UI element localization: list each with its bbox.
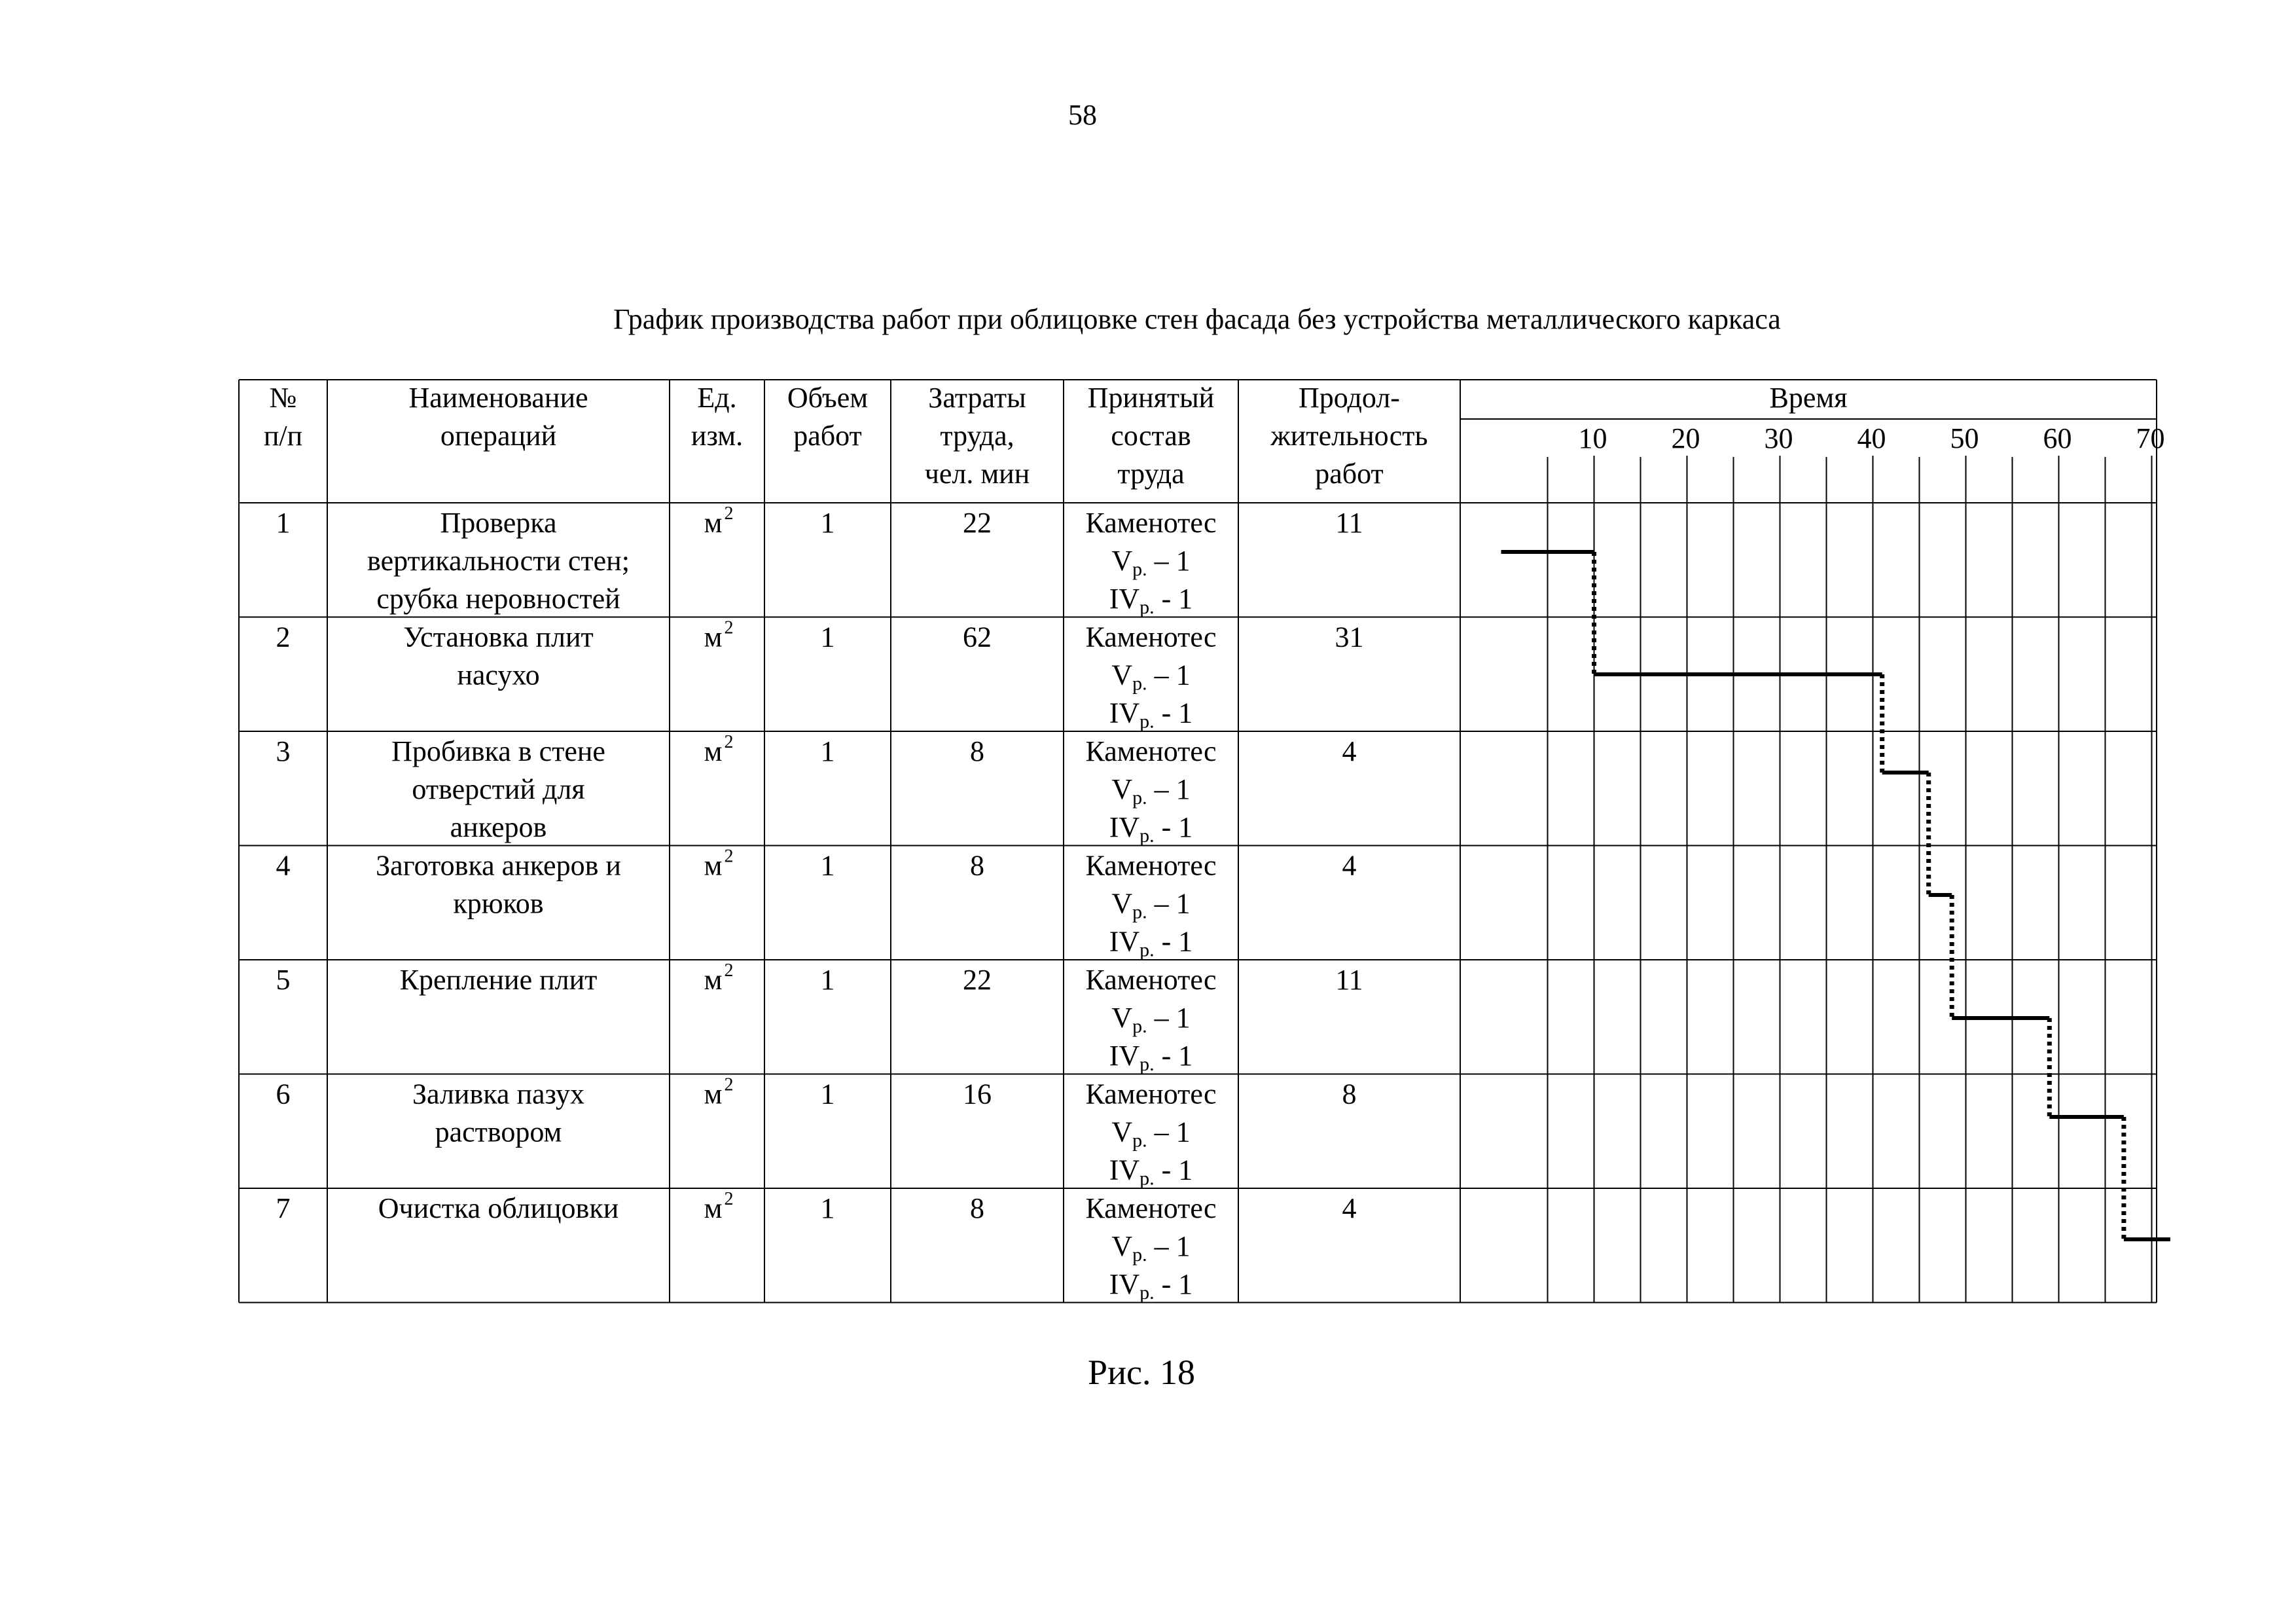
header-name: Наименование — [408, 382, 588, 414]
time-tick-label: 30 — [1764, 422, 1793, 454]
labor-cost: 62 — [963, 621, 992, 653]
work-volume: 1 — [820, 507, 835, 539]
header-labor: труда, — [940, 420, 1014, 452]
work-volume: 1 — [820, 964, 835, 996]
operation-name: Установка плит — [403, 621, 594, 653]
unit-superscript: 2 — [724, 846, 734, 867]
work-volume: 1 — [820, 1192, 835, 1224]
row-number: 4 — [276, 849, 291, 882]
time-tick-label: 10 — [1578, 422, 1607, 454]
operation-name: отверстий для — [412, 773, 585, 805]
duration: 4 — [1342, 849, 1357, 882]
duration: 4 — [1342, 1192, 1357, 1224]
document-title: График производства работ при облицовке стен фасада без устройства металлического каркаса — [613, 303, 1781, 335]
header-num: п/п — [263, 420, 303, 452]
unit: м — [704, 849, 723, 882]
crew-grade-4: IVр. - 1 — [1109, 1040, 1193, 1075]
crew-grade-5: Vр. – 1 — [1111, 659, 1191, 695]
row-number: 3 — [276, 735, 291, 767]
labor-cost: 22 — [963, 964, 992, 996]
page-number: 58 — [1068, 99, 1097, 131]
crew-profession: Каменотес — [1085, 1078, 1217, 1110]
header-volume: Объем — [787, 382, 869, 414]
unit: м — [704, 621, 723, 653]
unit-superscript: 2 — [724, 503, 734, 524]
crew-grade-4: IVр. - 1 — [1109, 1154, 1193, 1190]
operation-name: вертикальности стен; — [367, 545, 630, 577]
unit-superscript: 2 — [724, 1074, 734, 1095]
operation-name: раствором — [435, 1116, 562, 1148]
crew-grade-4: IVр. - 1 — [1109, 583, 1193, 618]
row-number: 5 — [276, 964, 291, 996]
unit: м — [704, 735, 723, 767]
operation-name: срубка неровностей — [376, 583, 620, 615]
unit: м — [704, 1192, 723, 1224]
time-tick-label: 20 — [1671, 422, 1700, 454]
header-duration: жительность — [1270, 420, 1428, 452]
labor-cost: 16 — [963, 1078, 992, 1110]
unit-superscript: 2 — [724, 732, 734, 752]
operation-name: насухо — [457, 659, 540, 691]
crew-profession: Каменотес — [1085, 1192, 1217, 1224]
labor-cost: 22 — [963, 507, 992, 539]
header-crew: состав — [1111, 420, 1191, 452]
header-unit: изм. — [691, 420, 744, 452]
work-volume: 1 — [820, 621, 835, 653]
work-volume: 1 — [820, 735, 835, 767]
labor-cost: 8 — [970, 735, 984, 767]
operation-name: Заготовка анкеров и — [376, 849, 621, 882]
crew-grade-4: IVр. - 1 — [1109, 811, 1193, 847]
time-tick-label: 40 — [1857, 422, 1886, 454]
operation-name: Проверка — [440, 507, 557, 539]
crew-grade-4: IVр. - 1 — [1109, 697, 1193, 733]
header-volume: работ — [793, 420, 862, 452]
duration: 11 — [1335, 964, 1363, 996]
header-name: операций — [440, 420, 557, 452]
work-volume: 1 — [820, 849, 835, 882]
header-duration: работ — [1315, 458, 1384, 490]
crew-profession: Каменотес — [1085, 507, 1217, 539]
labor-cost: 8 — [970, 849, 984, 882]
crew-grade-5: Vр. – 1 — [1111, 773, 1191, 809]
unit-superscript: 2 — [724, 1189, 734, 1209]
crew-grade-5: Vр. – 1 — [1111, 545, 1191, 580]
operation-name: Крепление плит — [399, 964, 598, 996]
time-tick-label: 70 — [2136, 422, 2165, 454]
time-tick-label: 50 — [1950, 422, 1979, 454]
unit: м — [704, 507, 723, 539]
header-unit: Ед. — [697, 382, 737, 414]
crew-profession: Каменотес — [1085, 735, 1217, 767]
header-num: № — [269, 382, 297, 414]
time-tick-label: 60 — [2043, 422, 2072, 454]
operation-name: Очистка облицовки — [378, 1192, 619, 1224]
header-labor: чел. мин — [924, 458, 1030, 490]
duration: 4 — [1342, 735, 1357, 767]
unit: м — [704, 1078, 723, 1110]
operation-name: анкеров — [450, 811, 547, 843]
labor-cost: 8 — [970, 1192, 984, 1224]
crew-grade-4: IVр. - 1 — [1109, 1268, 1193, 1304]
crew-grade-5: Vр. – 1 — [1111, 1002, 1191, 1037]
work-volume: 1 — [820, 1078, 835, 1110]
operation-name: крюков — [453, 887, 544, 920]
header-labor: Затраты — [928, 382, 1026, 414]
crew-profession: Каменотес — [1085, 964, 1217, 996]
duration: 8 — [1342, 1078, 1357, 1110]
unit-superscript: 2 — [724, 617, 734, 638]
header-duration: Продол- — [1299, 382, 1400, 414]
row-number: 6 — [276, 1078, 291, 1110]
duration: 11 — [1335, 507, 1363, 539]
crew-grade-4: IVр. - 1 — [1109, 925, 1193, 961]
crew-grade-5: Vр. – 1 — [1111, 1116, 1191, 1152]
header-crew: Принятый — [1087, 382, 1215, 414]
unit: м — [704, 964, 723, 996]
operation-name: Пробивка в стене — [391, 735, 605, 767]
row-number: 7 — [276, 1192, 291, 1224]
row-number: 1 — [276, 507, 291, 539]
duration: 31 — [1335, 621, 1364, 653]
crew-grade-5: Vр. – 1 — [1111, 1230, 1191, 1266]
crew-profession: Каменотес — [1085, 621, 1217, 653]
crew-profession: Каменотес — [1085, 849, 1217, 882]
header-crew: труда — [1117, 458, 1185, 490]
header-time: Время — [1769, 382, 1848, 414]
unit-superscript: 2 — [724, 960, 734, 981]
row-number: 2 — [276, 621, 291, 653]
figure-caption: Рис. 18 — [1088, 1353, 1195, 1392]
operation-name: Заливка пазух — [412, 1078, 585, 1110]
crew-grade-5: Vр. – 1 — [1111, 887, 1191, 923]
